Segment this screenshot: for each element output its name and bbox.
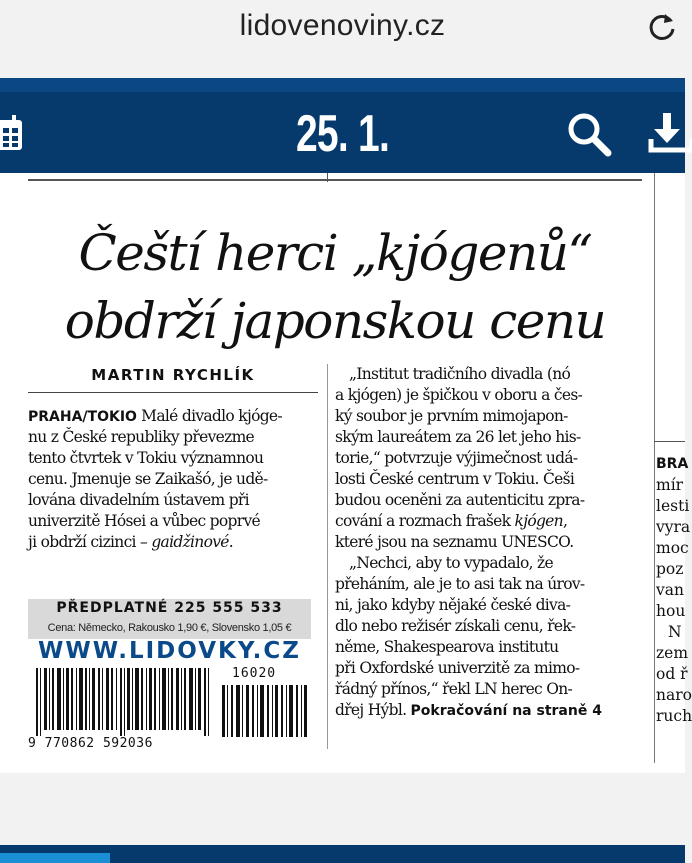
issue-date: 25. 1.	[295, 105, 390, 163]
text-line: BRA	[656, 456, 689, 472]
text-line: budou oceněni za autenticitu zpra-	[335, 491, 585, 509]
text-line: při Oxfordské univerzitě za mimo-	[335, 659, 580, 677]
text-line: dlo nebo režisér získali cenu, řek-	[335, 617, 576, 635]
subscription-phone: PŘEDPLATNÉ 225 555 533	[56, 600, 283, 616]
text-line: a kjógen) je špičkou v oboru a čes-	[335, 386, 583, 404]
toolbar-strip	[0, 78, 685, 92]
search-icon[interactable]	[566, 111, 612, 157]
page-gutter	[0, 773, 685, 845]
download-icon[interactable]	[648, 111, 692, 153]
column-divider-middle	[327, 364, 328, 749]
barcode-icon	[36, 668, 216, 736]
website-link[interactable]: WWW.LIDOVKY.CZ	[38, 638, 301, 664]
text-line: PRAHA/TOKIO Malé divadlo kjóge-	[28, 407, 282, 425]
text-line: ký soubor je prvním mimojapon-	[335, 407, 568, 425]
next-article-column	[654, 454, 692, 727]
text-line: lesti	[656, 497, 690, 515]
text-line: van	[656, 581, 684, 599]
text-line: dřej Hýbl. Pokračování na straně 4	[335, 701, 602, 719]
subscription-prices: Cena: Německo, Rakousko 1,90 €, Slovensko 1,05 €	[47, 622, 292, 634]
text-line: „Institut tradičního divadla (nó	[349, 365, 571, 383]
article-column-2	[335, 364, 640, 721]
bottom-tab-active[interactable]	[0, 853, 110, 863]
column-divider-top	[327, 173, 328, 182]
text-line: ským laureátem za 26 let jeho his-	[335, 428, 581, 446]
text-line: mír	[656, 476, 684, 494]
text-line: ruch	[656, 707, 692, 725]
next-article-rule	[654, 441, 685, 442]
text-line: vyra	[656, 518, 691, 536]
text-line: lována divadelním ústavem při	[28, 491, 249, 509]
article-column-1	[28, 406, 318, 553]
text-line: řádný přínos,“ řekl LN herec On-	[335, 680, 573, 698]
text-line: naro	[656, 686, 692, 704]
text-line: ji obdrží cizinci – gaidžinové.	[28, 533, 233, 551]
headline-line-1: Čeští herci „kjógenů“	[78, 224, 592, 282]
text-line: hou	[656, 602, 686, 620]
text-line: zem	[656, 644, 689, 662]
text-line: přeháním, ale je to asi tak na úrov-	[335, 575, 585, 593]
text-line: ni, jako kdyby nějaké české diva-	[335, 596, 571, 614]
addon-barcode-icon	[222, 685, 312, 737]
text-line: od ř	[656, 665, 688, 683]
text-line: nu z České republiky převezme	[28, 428, 255, 446]
byline: MARTIN RYCHLÍK	[91, 366, 255, 384]
continuation-link[interactable]: Pokračování na straně 4	[410, 703, 602, 719]
headline-line-2: obdrží japonskou cenu	[64, 292, 606, 350]
browser-address-bar[interactable]	[0, 0, 685, 56]
text-line: losti České centrum v Tokiu. Češi	[335, 470, 575, 488]
text-line: „Nechci, aby to vypadalo, že	[349, 554, 553, 572]
url-text[interactable]: lidovenoviny.cz	[239, 9, 446, 42]
issue-number: 16020	[232, 666, 277, 681]
text-line: které jsou na seznamu UNESCO.	[335, 533, 574, 551]
text-line: torie,“ potvrzuje výjimečnost udá-	[335, 449, 578, 467]
reload-icon[interactable]	[645, 10, 679, 44]
text-line: cování a rozmach frašek kjógen,	[335, 512, 568, 530]
calendar-icon[interactable]	[0, 114, 26, 152]
text-line: tento čtvrtek v Tokiu významnou	[28, 449, 264, 467]
text-line: univerzitě Hósei a vůbec poprvé	[28, 512, 260, 530]
text-line: N	[668, 623, 682, 641]
text-line: něme, Shakespearova institutu	[335, 638, 559, 656]
top-rule	[28, 179, 642, 181]
byline-rule	[28, 392, 318, 393]
ean-number: 9 770862 592036	[28, 736, 153, 751]
text-line: cenu. Jmenuje se Zaikašó, je udě-	[28, 470, 268, 488]
text-line: poz	[656, 560, 684, 578]
text-line: moc	[656, 539, 689, 557]
